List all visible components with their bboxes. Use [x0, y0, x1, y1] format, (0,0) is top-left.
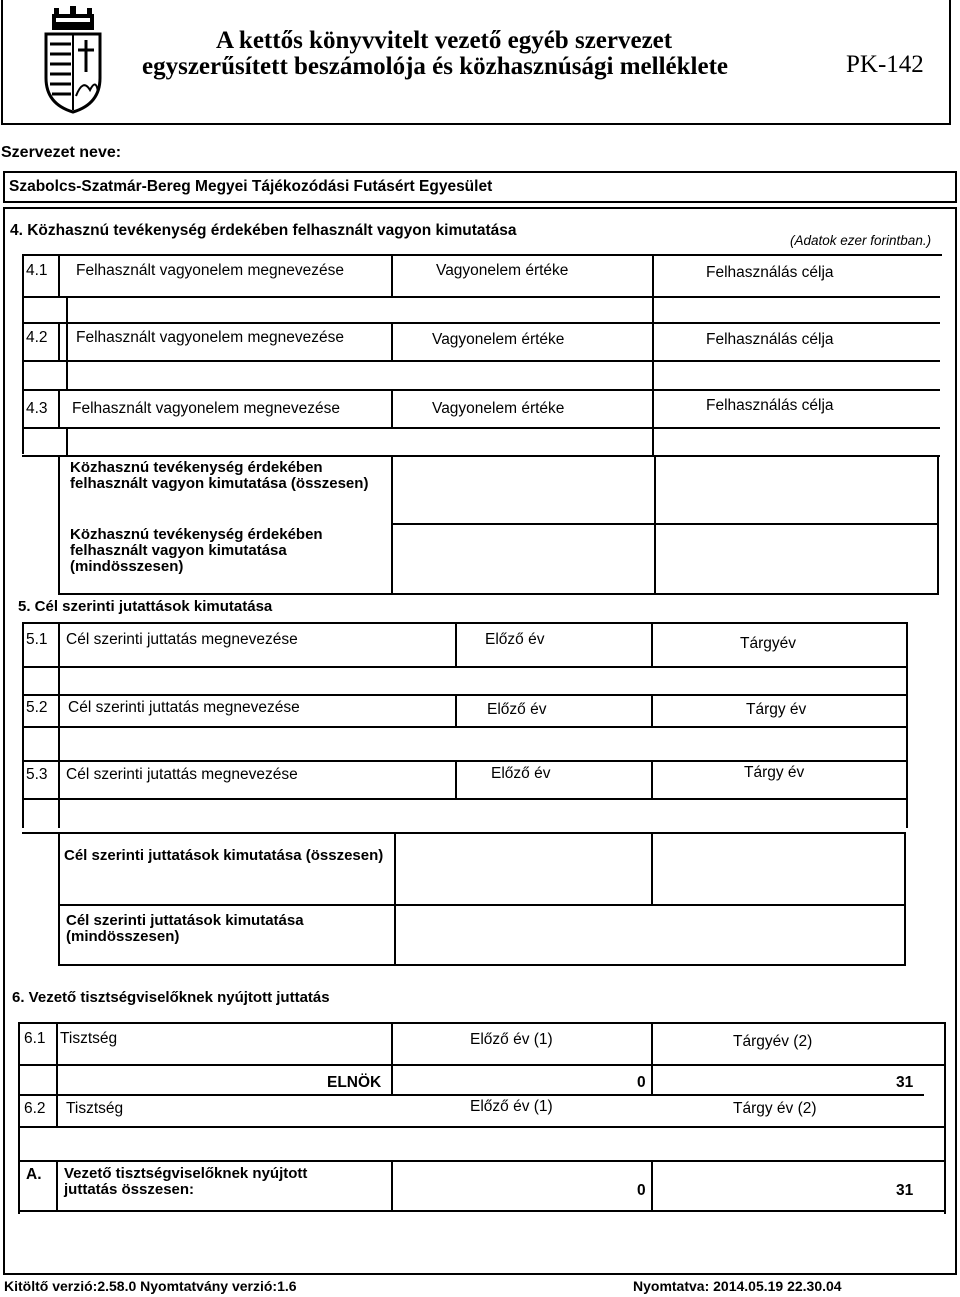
- row-6-2-number: 6.2: [24, 1100, 46, 1117]
- row-6-1-position[interactable]: ELNÖK: [327, 1074, 382, 1091]
- section5-total-curr-value[interactable]: [653, 834, 903, 904]
- row-6-1-name-label: Tisztség: [60, 1030, 118, 1047]
- row-4-1-value-label: Vagyonelem értéke: [436, 262, 569, 279]
- row-5-2-name-input[interactable]: [60, 728, 904, 760]
- row-5-2-curr-label: Tárgy év: [746, 701, 807, 718]
- section4-total-value[interactable]: [394, 457, 652, 521]
- footer-versions: Kitöltő verzió:2.58.0 Nyomtatvány verzió:1.6: [4, 1278, 297, 1294]
- row-4-2-value-label: Vagyonelem értéke: [432, 331, 565, 348]
- form-title-line2: egyszerűsített beszámolója és közhasznúsági melléklete: [142, 53, 728, 80]
- section6-total-label: Vezető tisztségviselőknek nyújtott juttatás összesen:: [64, 1165, 308, 1198]
- row-4-3-name-input[interactable]: [68, 429, 650, 455]
- row-5-2-name-label: Cél szerinti juttatás megnevezése: [68, 699, 300, 716]
- unit-note: (Adatok ezer forintban.): [790, 233, 932, 248]
- row-5-1-number: 5.1: [26, 631, 48, 648]
- row-6-1-curr-label: Tárgyév (2): [733, 1033, 813, 1050]
- row-5-1-name-input[interactable]: [60, 668, 904, 694]
- row-6-2-prev-label: Előző év (1): [470, 1098, 553, 1115]
- row-5-3-name-input[interactable]: [60, 800, 904, 830]
- section6-total-number: A.: [26, 1166, 42, 1183]
- form-code: PK-142: [846, 51, 924, 78]
- section6-total-curr-value[interactable]: 31: [896, 1182, 914, 1199]
- row-5-1-name-label: Cél szerinti juttatás megnevezése: [66, 631, 298, 648]
- row-5-1-curr-label: Tárgyév: [740, 635, 796, 652]
- section6-total-prev-value[interactable]: 0: [637, 1182, 646, 1199]
- row-5-3-name-label: Cél szerinti jutattás megnevezése: [66, 766, 298, 783]
- row-5-3-curr-label: Tárgy év: [744, 764, 805, 781]
- row-4-2-name-label: Felhasznált vagyonelem megnevezése: [76, 329, 344, 346]
- section4-total-label: Közhasznú tevékenység érdekében felhasznált vagyon kimutatása (összesen): [70, 459, 369, 492]
- row-5-3-number: 5.3: [26, 766, 48, 783]
- row-4-1-purpose-input[interactable]: [655, 298, 938, 322]
- row-4-1-number: 4.1: [26, 262, 48, 279]
- section5-grand-total-label: Cél szerinti juttatások kimutatása (mindösszesen): [66, 912, 304, 945]
- org-name-value: Szabolcs-Szatmár-Bereg Megyei Tájékozódási Futásért Egyesület: [9, 178, 493, 195]
- row-4-1-name-label: Felhasznált vagyonelem megnevezése: [76, 262, 344, 279]
- row-4-2-purpose-label: Felhasználás célja: [706, 331, 834, 348]
- row-4-3-name-label: Felhasznált vagyonelem megnevezése: [72, 400, 340, 417]
- row-6-1-prev-label: Előző év (1): [470, 1031, 553, 1048]
- row-6-2-curr-label: Tárgy év (2): [733, 1100, 817, 1117]
- section6-title: 6. Vezető tisztségviselőknek nyújtott juttatás: [12, 989, 330, 1006]
- row-6-2-name-label: Tisztség: [66, 1100, 124, 1117]
- row-6-1-prev-value[interactable]: 0: [637, 1074, 646, 1091]
- row-5-2-prev-label: Előző év: [487, 701, 547, 718]
- section5-title: 5. Cél szerinti jutattások kimutatása: [18, 598, 273, 615]
- section5-total-prev-value[interactable]: [396, 834, 650, 904]
- row-4-1-purpose-label: Felhasználás célja: [706, 264, 834, 281]
- row-4-1-name-input[interactable]: [68, 298, 650, 322]
- org-name-field[interactable]: [3, 171, 957, 203]
- row-4-2-number: 4.2: [26, 329, 48, 346]
- form-title: [142, 28, 728, 80]
- row-4-3-purpose-label: Felhasználás célja: [706, 397, 834, 414]
- row-4-2-purpose-input[interactable]: [655, 362, 938, 388]
- footer-printed-date: Nyomtatva: 2014.05.19 22.30.04: [633, 1278, 842, 1294]
- row-5-3-prev-label: Előző év: [491, 765, 551, 782]
- section4-grand-total-value[interactable]: [394, 525, 652, 591]
- section5-total-label: Cél szerinti juttatások kimutatása (összesen): [64, 847, 384, 864]
- row-6-2-name-input[interactable]: [58, 1128, 942, 1160]
- row-4-3-number: 4.3: [26, 400, 48, 417]
- row-4-3-value-label: Vagyonelem értéke: [432, 400, 565, 417]
- form-title-line1: A kettős könyvvitelt vezető egyéb szervezet: [216, 27, 673, 54]
- org-name-label: Szervezet neve:: [1, 144, 122, 161]
- section4-grand-total-label: Közhasznú tevékenység érdekében felhasznált vagyon kimutatása (mindösszesen): [70, 526, 323, 575]
- row-4-2-name-input[interactable]: [68, 362, 650, 388]
- row-5-1-prev-label: Előző év: [485, 631, 545, 648]
- row-6-1-curr-value[interactable]: 31: [896, 1074, 914, 1091]
- section4-title: 4. Közhasznú tevékenység érdekében felhasznált vagyon kimutatása: [10, 222, 517, 239]
- section5-grand-total-value[interactable]: [396, 906, 902, 964]
- row-5-2-number: 5.2: [26, 699, 48, 716]
- row-4-3-purpose-input[interactable]: [655, 429, 938, 455]
- row-6-1-number: 6.1: [24, 1030, 46, 1047]
- hungarian-coat-of-arms-icon: [38, 6, 108, 114]
